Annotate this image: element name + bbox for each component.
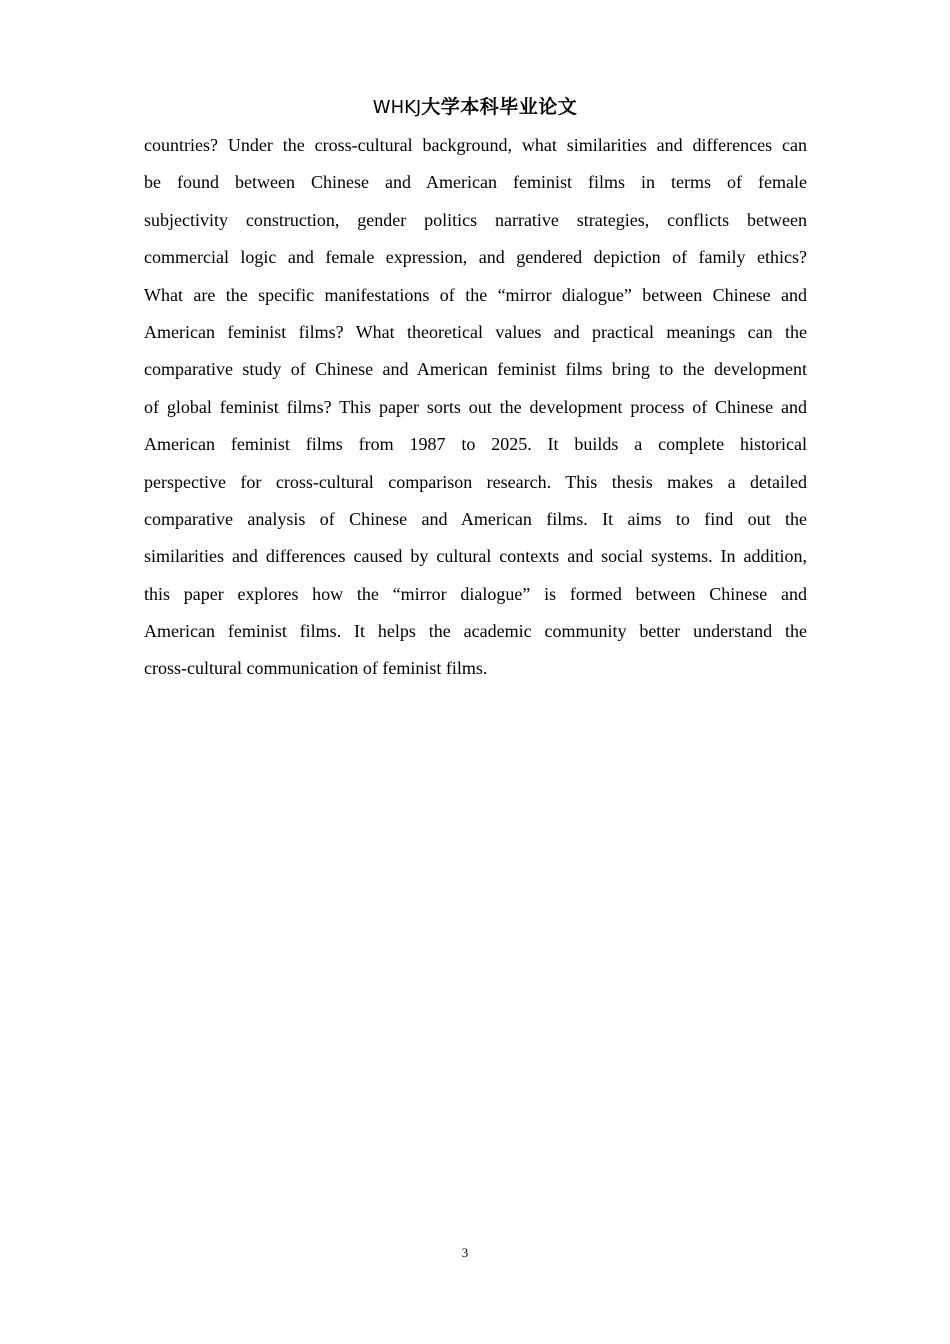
body-line: cross-cultural communication of feminist films. <box>144 658 488 679</box>
body-line: comparative analysis of Chinese and American films. It aims to find out the <box>144 508 807 529</box>
body-line: subjectivity construction, gender politics narrative strategies, conflicts between <box>144 209 807 230</box>
page-number: 3 <box>461 1245 469 1260</box>
body-line: commercial logic and female expression, and gendered depiction of family ethics? <box>144 247 807 268</box>
body-line: countries? Under the cross-cultural background, what similarities and differences can <box>144 135 807 155</box>
body-line: be found between Chinese and American feminist films in terms of female <box>144 172 807 193</box>
body-line: American feminist films. It helps the academic community better understand the <box>144 621 807 642</box>
body-line: American feminist films from 1987 to 2025. It builds a complete historical <box>144 434 807 455</box>
body-line: similarities and differences caused by cultural contexts and social systems. In addition, <box>144 546 807 567</box>
header-latin-text: WHKJ <box>372 97 422 118</box>
body-line: American feminist films? What theoretical values and practical meanings can the <box>144 321 807 342</box>
body-line: of global feminist films? This paper sorts out the development process of Chinese and <box>144 396 807 417</box>
body-paragraph <box>144 127 807 688</box>
body-line: perspective for cross-cultural comparison research. This thesis makes a detailed <box>144 471 807 492</box>
running-header <box>0 94 950 121</box>
body-line: What are the specific manifestations of the “mirror dialogue” between Chinese and <box>144 284 807 305</box>
body-line: this paper explores how the “mirror dialogue” is formed between Chinese and <box>144 583 807 604</box>
body-line: comparative study of Chinese and American feminist films bring to the development <box>144 359 807 380</box>
header-title-text: 大学本科毕业论文 <box>421 96 578 118</box>
